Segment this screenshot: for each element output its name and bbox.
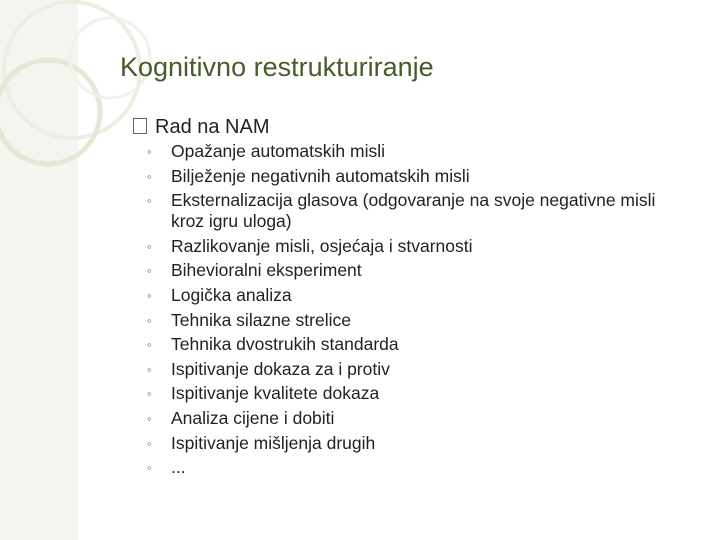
list-item: ◦ Eksternalizacija glasova (odgovaranje na svoje negativne misli kroz igru uloga): [147, 190, 656, 232]
ring-bullet-icon: ◦: [147, 435, 152, 451]
ring-bullet-icon: ◦: [147, 337, 152, 353]
ring-bullet-icon: ◦: [147, 263, 152, 279]
list-item: ◦ Bihevioralni eksperiment: [147, 260, 362, 281]
ring-bullet-icon: ◦: [147, 238, 152, 254]
list-item: ◦ Opažanje automatskih misli: [147, 141, 385, 161]
deco-circle-medium: [0, 60, 100, 164]
main-bullet-item: [133, 116, 270, 139]
slide-title: Kognitivno restrukturiranje: [120, 52, 434, 82]
list-item: ◦ Bilježenje negativnih automatskih misli: [147, 165, 470, 186]
ring-bullet-icon: ◦: [147, 361, 152, 377]
list-item: ◦ Analiza cijene i dobiti: [147, 407, 335, 428]
list-item: ◦ Logička analiza: [147, 284, 292, 305]
list-item: ◦ Razlikovanje misli, osjećaja i stvarnosti: [147, 235, 473, 256]
list-item: ◦ Ispitivanje mišljenja drugih: [147, 432, 376, 453]
ring-bullet-icon: ◦: [147, 168, 152, 184]
ring-bullet-icon: ◦: [147, 287, 152, 303]
ring-bullet-icon: ◦: [147, 193, 152, 209]
list-item: ◦ Tehnika silazne strelice: [147, 309, 351, 330]
list-item: ◦ ...: [147, 457, 186, 478]
list-item: ◦ Ispitivanje kvalitete dokaza: [147, 383, 380, 404]
list-item: ◦ Tehnika dvostrukih standarda: [147, 334, 399, 355]
ring-bullet-icon: ◦: [147, 312, 152, 328]
list-item: ◦ Ispitivanje dokaza za i protiv: [147, 358, 390, 379]
ring-bullet-icon: ◦: [147, 386, 152, 402]
ring-bullet-icon: ◦: [147, 144, 152, 159]
sub-bullet-list: [147, 141, 692, 482]
ring-bullet-icon: ◦: [147, 460, 152, 476]
ring-bullet-icon: ◦: [147, 410, 152, 426]
main-bullet-label: Rad na NAM: [155, 116, 270, 138]
checkbox-bullet-icon: [133, 118, 147, 134]
